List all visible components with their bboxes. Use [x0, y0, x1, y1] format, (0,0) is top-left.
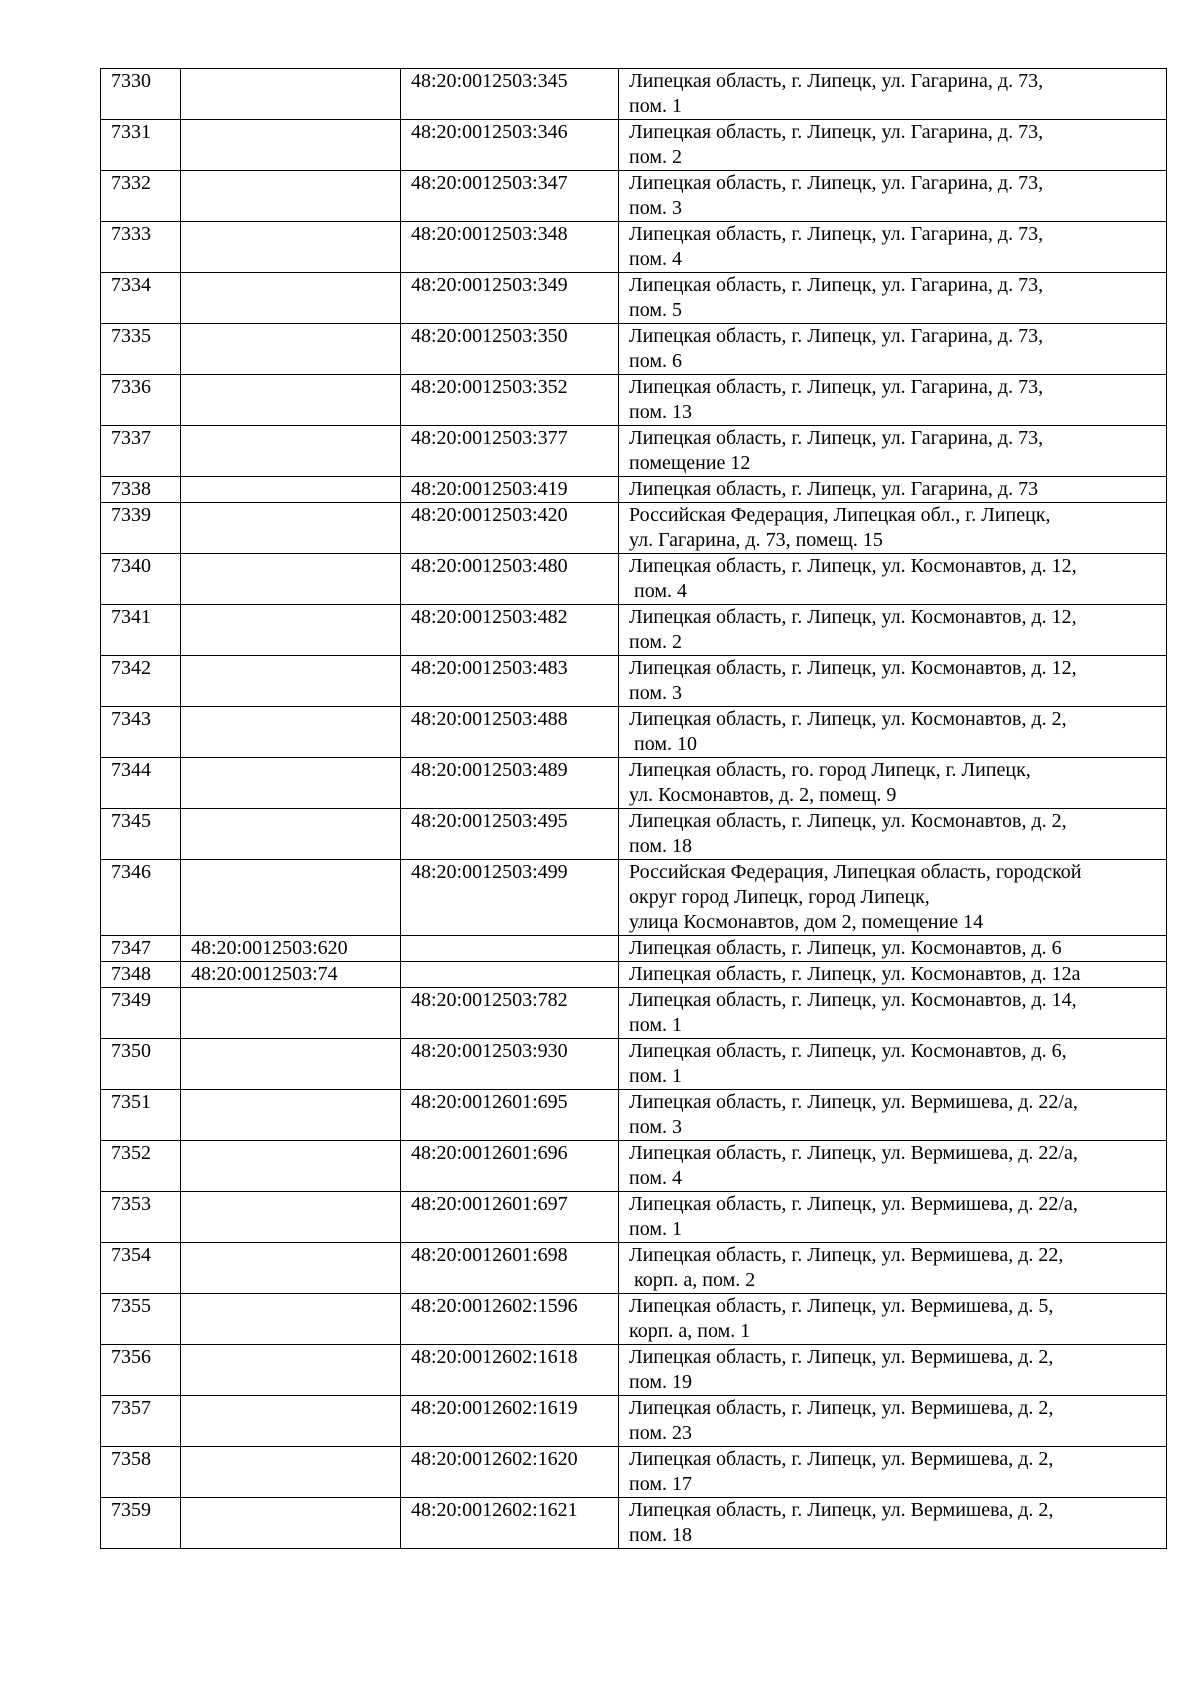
premises-cadastral-number-cell: 48:20:0012601:695 — [401, 1090, 619, 1141]
row-number-cell: 7340 — [101, 554, 181, 605]
address-cell — [619, 477, 1167, 503]
premises-cadastral-number-cell: 48:20:0012602:1620 — [401, 1447, 619, 1498]
address-line: пом. 6 — [629, 350, 682, 372]
table-row — [101, 554, 1167, 605]
address-line: ул. Космонавтов, д. 2, помещ. 9 — [629, 784, 897, 806]
row-number-cell: 7330 — [101, 69, 181, 120]
address-line: Липецкая область, г. Липецк, ул. Гагарина, д. 73, — [629, 121, 1044, 143]
land-cadastral-number-cell — [181, 120, 401, 171]
row-number-cell: 7353 — [101, 1192, 181, 1243]
table-row — [101, 1192, 1167, 1243]
table-row — [101, 605, 1167, 656]
land-cadastral-number-cell — [181, 1039, 401, 1090]
address-line: пом. 5 — [629, 299, 682, 321]
row-number-cell: 7357 — [101, 1396, 181, 1447]
row-number-cell: 7350 — [101, 1039, 181, 1090]
premises-cadastral-number-cell: 48:20:0012503:495 — [401, 809, 619, 860]
land-cadastral-number-cell — [181, 503, 401, 554]
premises-cadastral-number-cell: 48:20:0012602:1621 — [401, 1498, 619, 1549]
address-cell — [619, 273, 1167, 324]
address-line: Липецкая область, го. город Липецк, г. Липецк, — [629, 759, 1031, 781]
row-number-cell: 7355 — [101, 1294, 181, 1345]
address-line: корп. а, пом. 1 — [629, 1320, 751, 1342]
land-cadastral-number-cell: 48:20:0012503:74 — [181, 962, 401, 988]
address-line: Липецкая область, г. Липецк, ул. Вермишева, д. 22, — [629, 1244, 1064, 1266]
address-cell — [619, 120, 1167, 171]
address-line: Липецкая область, г. Липецк, ул. Гагарина, д. 73, — [629, 325, 1044, 347]
premises-cadastral-number-cell: 48:20:0012503:346 — [401, 120, 619, 171]
table-row — [101, 707, 1167, 758]
row-number-cell: 7341 — [101, 605, 181, 656]
table-row — [101, 1498, 1167, 1549]
address-line: Липецкая область, г. Липецк, ул. Гагарина, д. 73, — [629, 223, 1044, 245]
address-line: Липецкая область, г. Липецк, ул. Космонавтов, д. 12а — [629, 963, 1081, 985]
premises-cadastral-number-cell: 48:20:0012602:1596 — [401, 1294, 619, 1345]
address-cell — [619, 1039, 1167, 1090]
premises-cadastral-number-cell: 48:20:0012503:377 — [401, 426, 619, 477]
premises-cadastral-number-cell: 48:20:0012503:348 — [401, 222, 619, 273]
address-line: пом. 4 — [629, 1167, 682, 1189]
table-row — [101, 426, 1167, 477]
premises-cadastral-number-cell: 48:20:0012503:489 — [401, 758, 619, 809]
land-cadastral-number-cell — [181, 477, 401, 503]
land-cadastral-number-cell — [181, 988, 401, 1039]
land-cadastral-number-cell — [181, 1498, 401, 1549]
address-line: пом. 18 — [629, 835, 692, 857]
table-row — [101, 1090, 1167, 1141]
address-cell — [619, 503, 1167, 554]
table-row — [101, 324, 1167, 375]
row-number-cell: 7347 — [101, 936, 181, 962]
table-row — [101, 1447, 1167, 1498]
table-row — [101, 1345, 1167, 1396]
premises-cadastral-number-cell: 48:20:0012503:480 — [401, 554, 619, 605]
address-line: Липецкая область, г. Липецк, ул. Гагарина, д. 73, — [629, 427, 1044, 449]
address-cell — [619, 936, 1167, 962]
row-number-cell: 7331 — [101, 120, 181, 171]
row-number-cell: 7352 — [101, 1141, 181, 1192]
table-row — [101, 171, 1167, 222]
table-row — [101, 936, 1167, 962]
premises-cadastral-number-cell: 48:20:0012601:696 — [401, 1141, 619, 1192]
table-row — [101, 222, 1167, 273]
premises-cadastral-number-cell: 48:20:0012503:352 — [401, 375, 619, 426]
address-line: Липецкая область, г. Липецк, ул. Вермишева, д. 22/а, — [629, 1142, 1078, 1164]
address-cell — [619, 1243, 1167, 1294]
address-line: Липецкая область, г. Липецк, ул. Вермишева, д. 5, — [629, 1295, 1054, 1317]
row-number-cell: 7358 — [101, 1447, 181, 1498]
land-cadastral-number-cell — [181, 1192, 401, 1243]
row-number-cell: 7359 — [101, 1498, 181, 1549]
address-line: Липецкая область, г. Липецк, ул. Вермишева, д. 22/а, — [629, 1193, 1078, 1215]
address-line: пом. 3 — [629, 1116, 682, 1138]
address-cell — [619, 1192, 1167, 1243]
land-cadastral-number-cell — [181, 1141, 401, 1192]
address-cell — [619, 656, 1167, 707]
land-cadastral-number-cell — [181, 273, 401, 324]
address-line: Российская Федерация, Липецкая обл., г. Липецк, — [629, 504, 1051, 526]
address-cell — [619, 1396, 1167, 1447]
address-cell — [619, 1294, 1167, 1345]
address-line: пом. 2 — [629, 631, 682, 653]
address-line: пом. 4 — [629, 248, 682, 270]
address-line: Липецкая область, г. Липецк, ул. Вермишева, д. 2, — [629, 1448, 1054, 1470]
address-line: помещение 12 — [629, 452, 751, 474]
address-cell — [619, 1345, 1167, 1396]
premises-cadastral-number-cell — [401, 936, 619, 962]
row-number-cell: 7348 — [101, 962, 181, 988]
table-row — [101, 120, 1167, 171]
row-number-cell: 7345 — [101, 809, 181, 860]
row-number-cell: 7346 — [101, 860, 181, 936]
premises-cadastral-number-cell: 48:20:0012503:420 — [401, 503, 619, 554]
address-line: пом. 1 — [629, 1014, 682, 1036]
premises-cadastral-number-cell: 48:20:0012602:1619 — [401, 1396, 619, 1447]
address-line: пом. 1 — [629, 1065, 682, 1087]
land-cadastral-number-cell — [181, 1090, 401, 1141]
premises-cadastral-number-cell — [401, 962, 619, 988]
table-row — [101, 656, 1167, 707]
address-cell — [619, 605, 1167, 656]
land-cadastral-number-cell — [181, 1243, 401, 1294]
address-cell — [619, 171, 1167, 222]
address-line: пом. 1 — [629, 1218, 682, 1240]
address-line: Липецкая область, г. Липецк, ул. Гагарина, д. 73, — [629, 172, 1044, 194]
premises-cadastral-number-cell: 48:20:0012503:488 — [401, 707, 619, 758]
address-cell — [619, 1498, 1167, 1549]
land-cadastral-number-cell — [181, 860, 401, 936]
premises-cadastral-number-cell: 48:20:0012503:930 — [401, 1039, 619, 1090]
land-cadastral-number-cell: 48:20:0012503:620 — [181, 936, 401, 962]
row-number-cell: 7356 — [101, 1345, 181, 1396]
row-number-cell: 7349 — [101, 988, 181, 1039]
address-line: Липецкая область, г. Липецк, ул. Вермишева, д. 2, — [629, 1346, 1054, 1368]
address-cell — [619, 554, 1167, 605]
table-row — [101, 1141, 1167, 1192]
row-number-cell: 7332 — [101, 171, 181, 222]
row-number-cell: 7337 — [101, 426, 181, 477]
land-cadastral-number-cell — [181, 171, 401, 222]
table-row — [101, 758, 1167, 809]
address-line: Липецкая область, г. Липецк, ул. Космонавтов, д. 14, — [629, 989, 1077, 1011]
premises-cadastral-number-cell: 48:20:0012503:347 — [401, 171, 619, 222]
address-line: ул. Гагарина, д. 73, помещ. 15 — [629, 529, 883, 551]
table-row — [101, 1294, 1167, 1345]
row-number-cell: 7334 — [101, 273, 181, 324]
address-cell — [619, 860, 1167, 936]
address-line: Липецкая область, г. Липецк, ул. Вермишева, д. 22/а, — [629, 1091, 1078, 1113]
address-cell — [619, 1141, 1167, 1192]
address-cell — [619, 426, 1167, 477]
premises-cadastral-number-cell: 48:20:0012503:482 — [401, 605, 619, 656]
address-line: Российская Федерация, Липецкая область, городской — [629, 861, 1082, 883]
row-number-cell: 7339 — [101, 503, 181, 554]
address-cell — [619, 375, 1167, 426]
table-row — [101, 962, 1167, 988]
address-line: Липецкая область, г. Липецк, ул. Космонавтов, д. 6, — [629, 1040, 1067, 1062]
land-cadastral-number-cell — [181, 707, 401, 758]
premises-cadastral-number-cell: 48:20:0012602:1618 — [401, 1345, 619, 1396]
property-registry-table — [100, 68, 1167, 1549]
address-line: Липецкая область, г. Липецк, ул. Вермишева, д. 2, — [629, 1397, 1054, 1419]
address-line: пом. 1 — [629, 95, 682, 117]
land-cadastral-number-cell — [181, 656, 401, 707]
row-number-cell: 7338 — [101, 477, 181, 503]
address-line: Липецкая область, г. Липецк, ул. Гагарина, д. 73, — [629, 376, 1044, 398]
premises-cadastral-number-cell: 48:20:0012503:782 — [401, 988, 619, 1039]
table-row — [101, 809, 1167, 860]
row-number-cell: 7342 — [101, 656, 181, 707]
address-line: Липецкая область, г. Липецк, ул. Гагарина, д. 73, — [629, 70, 1044, 92]
row-number-cell: 7354 — [101, 1243, 181, 1294]
address-line: пом. 13 — [629, 401, 692, 423]
table-row — [101, 988, 1167, 1039]
land-cadastral-number-cell — [181, 1396, 401, 1447]
premises-cadastral-number-cell: 48:20:0012601:697 — [401, 1192, 619, 1243]
address-line: Липецкая область, г. Липецк, ул. Космонавтов, д. 12, — [629, 606, 1077, 628]
address-line: пом. 4 — [629, 580, 687, 602]
land-cadastral-number-cell — [181, 222, 401, 273]
land-cadastral-number-cell — [181, 1447, 401, 1498]
row-number-cell: 7335 — [101, 324, 181, 375]
address-line: Липецкая область, г. Липецк, ул. Космонавтов, д. 12, — [629, 555, 1077, 577]
row-number-cell: 7351 — [101, 1090, 181, 1141]
premises-cadastral-number-cell: 48:20:0012503:345 — [401, 69, 619, 120]
address-line: пом. 2 — [629, 146, 682, 168]
premises-cadastral-number-cell: 48:20:0012503:499 — [401, 860, 619, 936]
premises-cadastral-number-cell: 48:20:0012503:419 — [401, 477, 619, 503]
address-line: Липецкая область, г. Липецк, ул. Космонавтов, д. 2, — [629, 708, 1067, 730]
address-line: пом. 18 — [629, 1524, 692, 1546]
address-line: корп. а, пом. 2 — [629, 1269, 756, 1291]
address-line: пом. 19 — [629, 1371, 692, 1393]
premises-cadastral-number-cell: 48:20:0012503:483 — [401, 656, 619, 707]
land-cadastral-number-cell — [181, 554, 401, 605]
address-cell — [619, 1090, 1167, 1141]
land-cadastral-number-cell — [181, 1345, 401, 1396]
address-cell — [619, 962, 1167, 988]
table-row — [101, 1243, 1167, 1294]
address-cell — [619, 988, 1167, 1039]
address-cell — [619, 69, 1167, 120]
address-line: Липецкая область, г. Липецк, ул. Гагарина, д. 73, — [629, 274, 1044, 296]
premises-cadastral-number-cell: 48:20:0012601:698 — [401, 1243, 619, 1294]
address-cell — [619, 758, 1167, 809]
address-line: Липецкая область, г. Липецк, ул. Вермишева, д. 2, — [629, 1499, 1054, 1521]
premises-cadastral-number-cell: 48:20:0012503:350 — [401, 324, 619, 375]
address-cell — [619, 222, 1167, 273]
land-cadastral-number-cell — [181, 375, 401, 426]
address-cell — [619, 324, 1167, 375]
address-line: пом. 3 — [629, 682, 682, 704]
premises-cadastral-number-cell: 48:20:0012503:349 — [401, 273, 619, 324]
address-line: Липецкая область, г. Липецк, ул. Гагарина, д. 73 — [629, 478, 1039, 500]
row-number-cell: 7336 — [101, 375, 181, 426]
address-line: округ город Липецк, город Липецк, — [629, 886, 930, 908]
land-cadastral-number-cell — [181, 69, 401, 120]
address-line: пом. 23 — [629, 1422, 692, 1444]
address-cell — [619, 707, 1167, 758]
table-row — [101, 503, 1167, 554]
table-row — [101, 860, 1167, 936]
address-line: Липецкая область, г. Липецк, ул. Космонавтов, д. 12, — [629, 657, 1077, 679]
land-cadastral-number-cell — [181, 324, 401, 375]
table-row — [101, 1039, 1167, 1090]
address-line: Липецкая область, г. Липецк, ул. Космонавтов, д. 2, — [629, 810, 1067, 832]
land-cadastral-number-cell — [181, 426, 401, 477]
table-row — [101, 375, 1167, 426]
row-number-cell: 7344 — [101, 758, 181, 809]
address-cell — [619, 1447, 1167, 1498]
land-cadastral-number-cell — [181, 605, 401, 656]
address-line: Липецкая область, г. Липецк, ул. Космонавтов, д. 6 — [629, 937, 1062, 959]
land-cadastral-number-cell — [181, 809, 401, 860]
table-row — [101, 273, 1167, 324]
address-cell — [619, 809, 1167, 860]
land-cadastral-number-cell — [181, 758, 401, 809]
address-line: пом. 10 — [629, 733, 697, 755]
table-row — [101, 477, 1167, 503]
address-line: улица Космонавтов, дом 2, помещение 14 — [629, 911, 984, 933]
table-row — [101, 69, 1167, 120]
address-line: пом. 17 — [629, 1473, 692, 1495]
row-number-cell: 7343 — [101, 707, 181, 758]
table-row — [101, 1396, 1167, 1447]
registry-table-body — [101, 69, 1167, 1549]
address-line: пом. 3 — [629, 197, 682, 219]
land-cadastral-number-cell — [181, 1294, 401, 1345]
row-number-cell: 7333 — [101, 222, 181, 273]
